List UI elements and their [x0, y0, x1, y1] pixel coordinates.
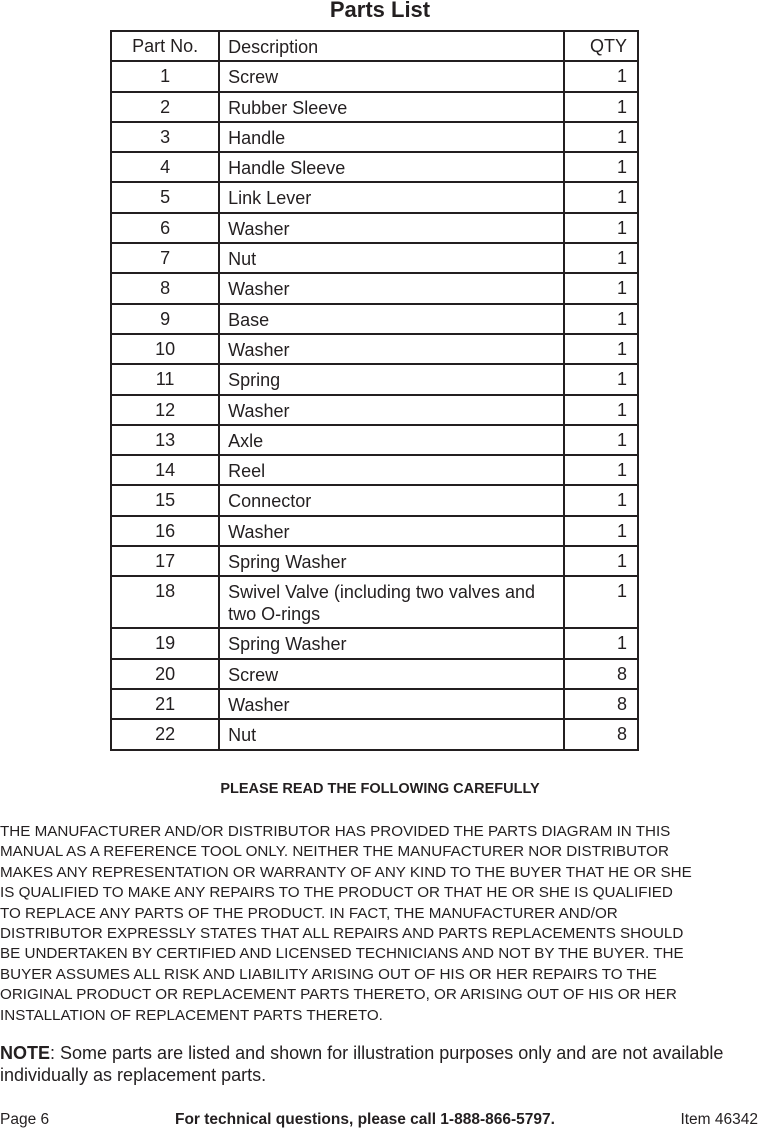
- disclaimer-line: BE UNDERTAKEN BY CERTIFIED AND LICENSED TECHNICIANS AND NOT BY THE BUYER. THE: [0, 945, 684, 963]
- description-line: Washer: [228, 218, 290, 239]
- disclaimer-line: THE MANUFACTURER AND/OR DISTRIBUTOR HAS PROVIDED THE PARTS DIAGRAM IN THIS: [0, 823, 671, 840]
- disclaimer-text: [0, 822, 760, 1026]
- description-cell: [219, 61, 564, 91]
- description-line: Washer: [228, 339, 290, 360]
- quantity-cell: 8: [564, 719, 638, 749]
- note-text-1: : Some parts are listed and shown for illustration purposes only and are not available: [50, 1043, 724, 1063]
- part-number-cell: 16: [111, 516, 219, 546]
- table-row: [111, 546, 638, 576]
- quantity-cell: 1: [564, 273, 638, 303]
- description-line: Base: [228, 309, 270, 330]
- quantity-cell: 1: [564, 243, 638, 273]
- quantity-cell: 1: [564, 395, 638, 425]
- parts-table: [110, 30, 639, 751]
- note-label: NOTE: [0, 1043, 51, 1063]
- disclaimer-line: TO REPLACE ANY PARTS OF THE PRODUCT. IN FACT, THE MANUFACTURER AND/OR: [0, 904, 618, 922]
- table-row: [111, 425, 638, 455]
- table-row: [111, 92, 638, 122]
- part-number-cell: 15: [111, 485, 219, 515]
- description-line: Screw: [228, 67, 279, 88]
- quantity-cell: 1: [564, 92, 638, 122]
- parts-table-body: [111, 61, 638, 749]
- table-row: [111, 516, 638, 546]
- description-cell: [219, 425, 564, 455]
- table-row: [111, 628, 638, 658]
- description-cell: [219, 628, 564, 658]
- quantity-cell: 1: [564, 334, 638, 364]
- part-number-cell: 22: [111, 719, 219, 749]
- description-cell: [219, 546, 564, 576]
- table-row: [111, 122, 638, 152]
- part-number-cell: 12: [111, 395, 219, 425]
- description-line: Screw: [228, 664, 279, 685]
- description-line: Washer: [228, 279, 290, 300]
- description-line: Link Lever: [228, 188, 312, 209]
- page-title: Parts List: [329, 0, 431, 22]
- disclaimer-line: ORIGINAL PRODUCT OR REPLACEMENT PARTS THERETO, OR ARISING OUT OF HIS OR HER: [0, 986, 677, 1004]
- description-line: Axle: [228, 430, 264, 451]
- disclaimer-line: DISTRIBUTOR EXPRESSLY STATES THAT ALL REPAIRS AND PARTS REPLACEMENTS SHOULD: [0, 925, 684, 943]
- quantity-cell: 1: [564, 152, 638, 182]
- table-row: [111, 659, 638, 689]
- footer-tech-support: For technical questions, please call 1-888-866-5797.: [175, 1111, 555, 1128]
- part-number-cell: 17: [111, 546, 219, 576]
- table-row: [111, 182, 638, 212]
- table-row: [111, 576, 638, 628]
- part-number-cell: 1: [111, 61, 219, 91]
- part-number-cell: 9: [111, 304, 219, 334]
- table-row: [111, 364, 638, 394]
- description-cell: [219, 92, 564, 122]
- part-number-cell: 3: [111, 122, 219, 152]
- description-line: Nut: [228, 249, 257, 270]
- disclaimer-line: MANUAL AS A REFERENCE TOOL ONLY. NEITHER THE MANUFACTURER NOR DISTRIBUTOR: [0, 843, 669, 861]
- quantity-cell: 8: [564, 689, 638, 719]
- quantity-cell: 1: [564, 213, 638, 243]
- description-line: Spring Washer: [228, 634, 347, 655]
- description-line: Spring: [228, 370, 281, 391]
- description-line: Handle Sleeve: [228, 158, 346, 179]
- part-number-cell: 4: [111, 152, 219, 182]
- description-cell: [219, 182, 564, 212]
- quantity-cell: 1: [564, 516, 638, 546]
- part-number-cell: 7: [111, 243, 219, 273]
- description-cell: [219, 213, 564, 243]
- quantity-cell: 8: [564, 659, 638, 689]
- description-line: Washer: [228, 400, 290, 421]
- description-cell: [219, 689, 564, 719]
- part-number-cell: 18: [111, 576, 219, 628]
- description-cell: [219, 273, 564, 303]
- description-cell: [219, 334, 564, 364]
- disclaimer-line: IS QUALIFIED TO MAKE ANY REPAIRS TO THE PRODUCT OR THAT HE OR SHE IS QUALIFIED: [0, 884, 673, 902]
- description-cell: [219, 576, 564, 628]
- header-description: Description: [219, 31, 564, 61]
- table-row: [111, 689, 638, 719]
- note-line-1: [0, 1042, 760, 1064]
- note: [0, 1042, 760, 1086]
- part-number-cell: 21: [111, 689, 219, 719]
- quantity-cell: 1: [564, 122, 638, 152]
- table-row: [111, 152, 638, 182]
- description-cell: [219, 152, 564, 182]
- part-number-cell: 20: [111, 659, 219, 689]
- quantity-cell: 1: [564, 576, 638, 628]
- description-cell: [219, 364, 564, 394]
- part-number-cell: 8: [111, 273, 219, 303]
- description-line: Connector: [228, 491, 312, 512]
- description-line: Washer: [228, 521, 290, 542]
- description-line: Nut: [228, 725, 257, 746]
- description-cell: [219, 719, 564, 749]
- part-number-cell: 6: [111, 213, 219, 243]
- table-header-row: [111, 31, 638, 61]
- description-line: Reel: [228, 461, 266, 482]
- description-cell: [219, 659, 564, 689]
- part-number-cell: 14: [111, 455, 219, 485]
- quantity-cell: 1: [564, 628, 638, 658]
- footer-item-number: Item 46342: [680, 1111, 758, 1128]
- disclaimer-line: MAKES ANY REPRESENTATION OR WARRANTY OF ANY KIND TO THE BUYER THAT HE OR SHE: [0, 863, 692, 881]
- disclaimer-line: BUYER ASSUMES ALL RISK AND LIABILITY ARISING OUT OF HIS OR HER REPAIRS TO THE: [0, 965, 657, 983]
- header-part-no: Part No.: [111, 31, 219, 61]
- quantity-cell: 1: [564, 485, 638, 515]
- quantity-cell: 1: [564, 182, 638, 212]
- quantity-cell: 1: [564, 455, 638, 485]
- description-cell: [219, 304, 564, 334]
- description-line: Spring Washer: [228, 552, 347, 573]
- description-cell: [219, 485, 564, 515]
- description-line: two O-rings: [228, 604, 321, 625]
- quantity-cell: 1: [564, 546, 638, 576]
- part-number-cell: 13: [111, 425, 219, 455]
- quantity-cell: 1: [564, 425, 638, 455]
- table-row: [111, 334, 638, 364]
- table-row: [111, 455, 638, 485]
- description-cell: [219, 395, 564, 425]
- table-row: [111, 304, 638, 334]
- notice-heading: PLEASE READ THE FOLLOWING CAREFULLY: [220, 781, 540, 797]
- table-row: [111, 213, 638, 243]
- description-cell: [219, 455, 564, 485]
- description-line: Rubber Sleeve: [228, 97, 348, 118]
- part-number-cell: 10: [111, 334, 219, 364]
- part-number-cell: 19: [111, 628, 219, 658]
- description-line: Handle: [228, 127, 286, 148]
- quantity-cell: 1: [564, 61, 638, 91]
- table-row: [111, 485, 638, 515]
- part-number-cell: 5: [111, 182, 219, 212]
- description-line: Washer: [228, 694, 290, 715]
- quantity-cell: 1: [564, 364, 638, 394]
- part-number-cell: 2: [111, 92, 219, 122]
- footer-page-number: Page 6: [0, 1111, 50, 1128]
- header-qty: QTY: [564, 31, 638, 61]
- disclaimer-line: INSTALLATION OF REPLACEMENT PARTS THERETO.: [0, 1006, 383, 1024]
- description-cell: [219, 516, 564, 546]
- description-cell: [219, 122, 564, 152]
- description-cell: [219, 243, 564, 273]
- quantity-cell: 1: [564, 304, 638, 334]
- part-number-cell: 11: [111, 364, 219, 394]
- note-line-2: individually as replacement parts.: [0, 1065, 267, 1085]
- description-line: Swivel Valve (including two valves and: [228, 582, 535, 603]
- table-row: [111, 243, 638, 273]
- table-row: [111, 273, 638, 303]
- table-row: [111, 61, 638, 91]
- table-row: [111, 719, 638, 749]
- table-row: [111, 395, 638, 425]
